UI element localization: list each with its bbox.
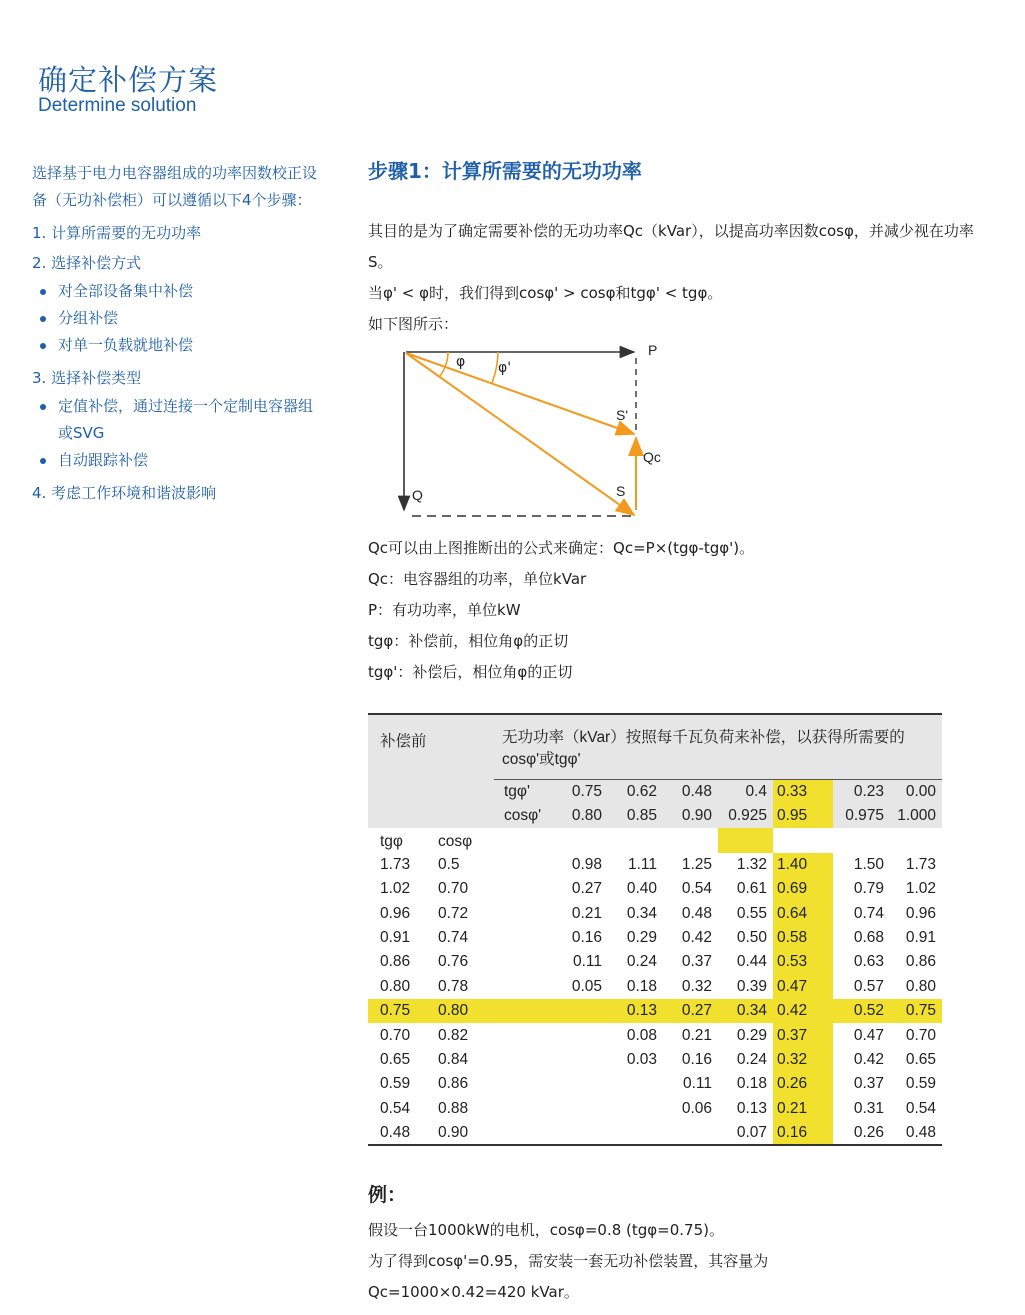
sidebar-intro: 选择基于电力电容器组成的功率因数校正设备（无功补偿柜）可以遵循以下4个步骤： xyxy=(32,164,318,209)
example-block xyxy=(368,1180,768,1308)
table-cell: 0.03 xyxy=(626,1050,657,1068)
table-cell: 0.32 xyxy=(681,977,712,995)
main-content xyxy=(368,155,998,340)
row-tg: 0.75 xyxy=(368,999,428,1023)
table-cell: 1.25 xyxy=(681,855,712,873)
table-cell: 0.86 xyxy=(905,953,936,971)
section-heading: 步骤1：计算所需要的无功功率 xyxy=(368,159,642,183)
paragraph-purpose: 其目的是为了确定需要补偿的无功功率Qc（kVar），以提高功率因数cosφ，并减少视在功率S。 xyxy=(368,222,974,271)
example-line: Qc=1000×0.42=420 kVar。 xyxy=(368,1283,579,1301)
table-cell: 0.27 xyxy=(663,999,718,1023)
table-row xyxy=(368,877,942,901)
sidebar-step-2-list xyxy=(32,278,322,359)
tg-prime-header-row xyxy=(368,780,942,804)
example-line: 为了得到cosφ'=0.95，需安装一套无功补偿装置，其容量为 xyxy=(368,1252,769,1270)
formula-line: Qc可以由上图推断出的公式来确定：Qc=P×(tgφ-tgφ')。 xyxy=(368,539,755,557)
paragraph-figure-ref: 如下图所示： xyxy=(368,315,459,333)
list-item: 定值补偿，通过连接一个定制电容器组或SVG xyxy=(32,393,322,447)
table-cell: 0.32 xyxy=(773,1048,833,1072)
table-cell: 0.47 xyxy=(853,1026,884,1044)
table-cell xyxy=(552,999,608,1023)
table-row xyxy=(368,1048,942,1072)
row-cos: 0.82 xyxy=(438,1026,469,1044)
table-cell: 0.59 xyxy=(905,1075,936,1093)
tg-prime-value: 0.75 xyxy=(571,782,602,800)
table-cell: 0.61 xyxy=(736,880,767,898)
table-cell: 1.40 xyxy=(773,853,833,877)
label-s: S xyxy=(616,483,626,499)
s-vector xyxy=(406,353,634,515)
row-cos: 0.5 xyxy=(438,855,460,873)
row-cos: 0.72 xyxy=(438,904,469,922)
table-cell: 0.26 xyxy=(773,1072,833,1096)
table-row xyxy=(368,1121,942,1145)
list-item: 自动跟踪补偿 xyxy=(32,447,322,474)
label-qc: Qc xyxy=(643,449,661,465)
list-item: 分组补偿 xyxy=(32,305,322,332)
table-cell: 0.63 xyxy=(853,953,884,971)
row-tg: 0.65 xyxy=(380,1050,411,1068)
formula-line: tgφ'：补偿后，相位角φ的正切 xyxy=(368,663,573,681)
page-title: 确定补偿方案 xyxy=(38,63,219,97)
example-line: 假设一台1000kW的电机，cosφ=0.8 (tgφ=0.75)。 xyxy=(368,1221,724,1239)
compensation-table xyxy=(368,713,942,1146)
table-cell: 0.50 xyxy=(736,929,767,947)
row-tg: 0.80 xyxy=(380,977,411,995)
list-item: 对单一负载就地补偿 xyxy=(32,332,322,359)
formula-line: tgφ：补偿前，相位角φ的正切 xyxy=(368,632,569,650)
row-cos: 0.76 xyxy=(438,953,469,971)
table-cell: 0.31 xyxy=(853,1099,884,1117)
formula-block xyxy=(368,533,754,688)
label-q: Q xyxy=(412,487,423,503)
table-cell: 0.96 xyxy=(905,904,936,922)
table-cell: 0.07 xyxy=(736,1123,767,1141)
table-cell: 0.52 xyxy=(833,999,890,1023)
table-cell: 1.32 xyxy=(736,855,767,873)
table-cell: 1.50 xyxy=(853,855,884,873)
table-row xyxy=(368,999,942,1023)
table-cell: 0.39 xyxy=(736,977,767,995)
s-prime-vector xyxy=(406,353,634,434)
list-item: 对全部设备集中补偿 xyxy=(32,278,322,305)
cos-prime-value: 0.80 xyxy=(571,807,602,825)
header-description: 无功功率（kVar）按照每千瓦负荷来补偿，以获得所需要的cosφ'或tgφ' xyxy=(502,729,905,768)
row-cos: 0.80 xyxy=(428,999,494,1023)
cos-prime-header-row xyxy=(368,804,942,828)
cos-prime-value: 0.925 xyxy=(728,807,767,825)
table-cell xyxy=(552,1072,608,1096)
table-cell: 0.21 xyxy=(681,1026,712,1044)
table-cell xyxy=(608,1072,663,1096)
table-cell: 0.68 xyxy=(853,929,884,947)
table-cell: 0.18 xyxy=(626,977,657,995)
table-cell: 0.37 xyxy=(773,1023,833,1047)
phi-arc xyxy=(440,352,448,376)
row-cos: 0.70 xyxy=(438,880,469,898)
table-cell: 0.80 xyxy=(905,977,936,995)
row-tg: 0.70 xyxy=(380,1026,411,1044)
table-cell: 0.48 xyxy=(905,1123,936,1141)
table-cell: 1.11 xyxy=(627,855,657,873)
table-cell: 0.34 xyxy=(718,999,773,1023)
table-cell: 0.69 xyxy=(773,877,833,901)
table-cell: 0.37 xyxy=(853,1075,884,1093)
table-cell: 0.58 xyxy=(773,926,833,950)
table-cell xyxy=(608,1097,663,1121)
table-cell xyxy=(552,1023,608,1047)
label-cos-prime: cosφ' xyxy=(504,807,542,825)
sidebar-step-3-list xyxy=(32,393,322,474)
example-heading: 例： xyxy=(368,1184,407,1206)
table-row xyxy=(368,950,942,974)
table-cell: 0.37 xyxy=(681,953,712,971)
table-cell: 0.64 xyxy=(773,901,833,925)
row-tg: 0.54 xyxy=(380,1099,411,1117)
tg-prime-value: 0.62 xyxy=(626,782,657,800)
table-cell: 0.47 xyxy=(773,975,833,999)
table-cell: 0.18 xyxy=(736,1075,767,1093)
column-labels-row xyxy=(368,828,942,852)
cos-prime-value: 0.85 xyxy=(626,807,657,825)
table-cell: 0.79 xyxy=(853,880,884,898)
table-row xyxy=(368,1097,942,1121)
row-cos: 0.78 xyxy=(438,977,469,995)
tg-prime-value: 0.23 xyxy=(853,782,884,800)
formula-line: Qc：电容器组的功率，单位kVar xyxy=(368,570,587,588)
row-tg: 1.02 xyxy=(380,880,411,898)
table-cell: 0.44 xyxy=(736,953,767,971)
table-cell: 0.91 xyxy=(905,929,936,947)
table-cell: 0.55 xyxy=(736,904,767,922)
table-cell: 0.75 xyxy=(890,999,942,1023)
table-cell: 0.42 xyxy=(773,999,833,1023)
row-tg: 0.59 xyxy=(380,1075,411,1093)
table-cell: 0.05 xyxy=(571,977,602,995)
label-phi: φ xyxy=(456,354,466,370)
formula-line: P：有功功率，单位kW xyxy=(368,601,521,619)
sidebar-step-2: 2. 选择补偿方式 xyxy=(32,254,142,272)
table-cell xyxy=(552,1048,608,1072)
table-cell: 0.65 xyxy=(905,1050,936,1068)
row-tg: 0.96 xyxy=(380,904,411,922)
paragraph-condition: 当φ' < φ时，我们得到cosφ' > cosφ和tgφ' < tgφ。 xyxy=(368,284,723,302)
table-cell: 0.40 xyxy=(626,880,657,898)
cos-prime-value: 0.975 xyxy=(845,807,884,825)
row-tg: 1.73 xyxy=(380,855,411,873)
table-cell: 0.13 xyxy=(736,1099,767,1117)
table-cell xyxy=(663,1121,718,1145)
table-cell: 1.02 xyxy=(905,880,936,898)
table-cell: 0.26 xyxy=(853,1123,884,1141)
label-s-prime: S' xyxy=(616,407,629,423)
label-phi-prime: φ' xyxy=(498,360,512,376)
sidebar xyxy=(32,160,322,508)
table-cell xyxy=(552,1121,608,1145)
page-subtitle: Determine solution xyxy=(38,95,197,116)
table-cell: 0.74 xyxy=(853,904,884,922)
table-cell: 0.11 xyxy=(682,1075,712,1093)
table-cell: 0.70 xyxy=(905,1026,936,1044)
table-row xyxy=(368,975,942,999)
row-cos: 0.86 xyxy=(438,1075,469,1093)
row-cos: 0.88 xyxy=(438,1099,469,1117)
table-row xyxy=(368,901,942,925)
sidebar-step-3: 3. 选择补偿类型 xyxy=(32,369,142,387)
table-cell: 0.29 xyxy=(626,929,657,947)
table-cell xyxy=(552,1097,608,1121)
sidebar-step-4: 4. 考虑工作环境和谐波影响 xyxy=(32,484,217,502)
header-before-comp: 补偿前 xyxy=(380,733,427,750)
table-cell: 0.13 xyxy=(608,999,663,1023)
table-cell: 0.42 xyxy=(681,929,712,947)
table-cell: 0.21 xyxy=(773,1097,833,1121)
power-triangle-diagram xyxy=(398,340,678,530)
table-cell: 0.42 xyxy=(853,1050,884,1068)
cos-prime-value: 0.95 xyxy=(773,804,833,828)
table-cell: 0.54 xyxy=(681,880,712,898)
table-cell: 0.08 xyxy=(626,1026,657,1044)
table-row xyxy=(368,1072,942,1096)
table-cell: 1.73 xyxy=(905,855,936,873)
table-cell: 0.24 xyxy=(626,953,657,971)
table-cell xyxy=(608,1121,663,1145)
cos-prime-value: 1.000 xyxy=(897,807,936,825)
label-p: P xyxy=(648,342,658,358)
label-cos: cosφ xyxy=(438,833,473,851)
row-tg: 0.48 xyxy=(380,1123,411,1141)
table-cell: 0.16 xyxy=(773,1121,833,1145)
table-cell: 0.16 xyxy=(681,1050,712,1068)
table-cell: 0.53 xyxy=(773,950,833,974)
table-cell: 0.54 xyxy=(905,1099,936,1117)
table-cell: 0.27 xyxy=(571,880,602,898)
tg-prime-value: 0.00 xyxy=(905,782,936,800)
table-cell: 0.29 xyxy=(736,1026,767,1044)
tg-prime-value: 0.4 xyxy=(745,782,767,800)
table-cell: 0.06 xyxy=(681,1099,712,1117)
row-tg: 0.86 xyxy=(380,953,411,971)
tg-prime-value: 0.33 xyxy=(773,780,833,804)
row-tg: 0.91 xyxy=(380,929,411,947)
table-cell: 0.57 xyxy=(853,977,884,995)
table-cell: 0.11 xyxy=(572,953,602,971)
table-row xyxy=(368,853,942,877)
table-cell: 0.34 xyxy=(626,904,657,922)
table-cell: 0.48 xyxy=(681,904,712,922)
row-cos: 0.84 xyxy=(438,1050,469,1068)
table-row xyxy=(368,1023,942,1047)
cos-prime-value: 0.90 xyxy=(681,807,712,825)
tg-prime-value: 0.48 xyxy=(681,782,712,800)
table-cell: 0.16 xyxy=(571,929,602,947)
table-cell: 0.98 xyxy=(571,855,602,873)
table-cell: 0.21 xyxy=(571,904,602,922)
sidebar-step-1: 1. 计算所需要的无功功率 xyxy=(32,224,202,242)
label-tg: tgφ xyxy=(380,833,403,851)
table-row xyxy=(368,926,942,950)
row-cos: 0.74 xyxy=(438,929,469,947)
label-tg-prime: tgφ' xyxy=(504,782,530,800)
table-cell: 0.24 xyxy=(736,1050,767,1068)
row-cos: 0.90 xyxy=(438,1123,469,1141)
